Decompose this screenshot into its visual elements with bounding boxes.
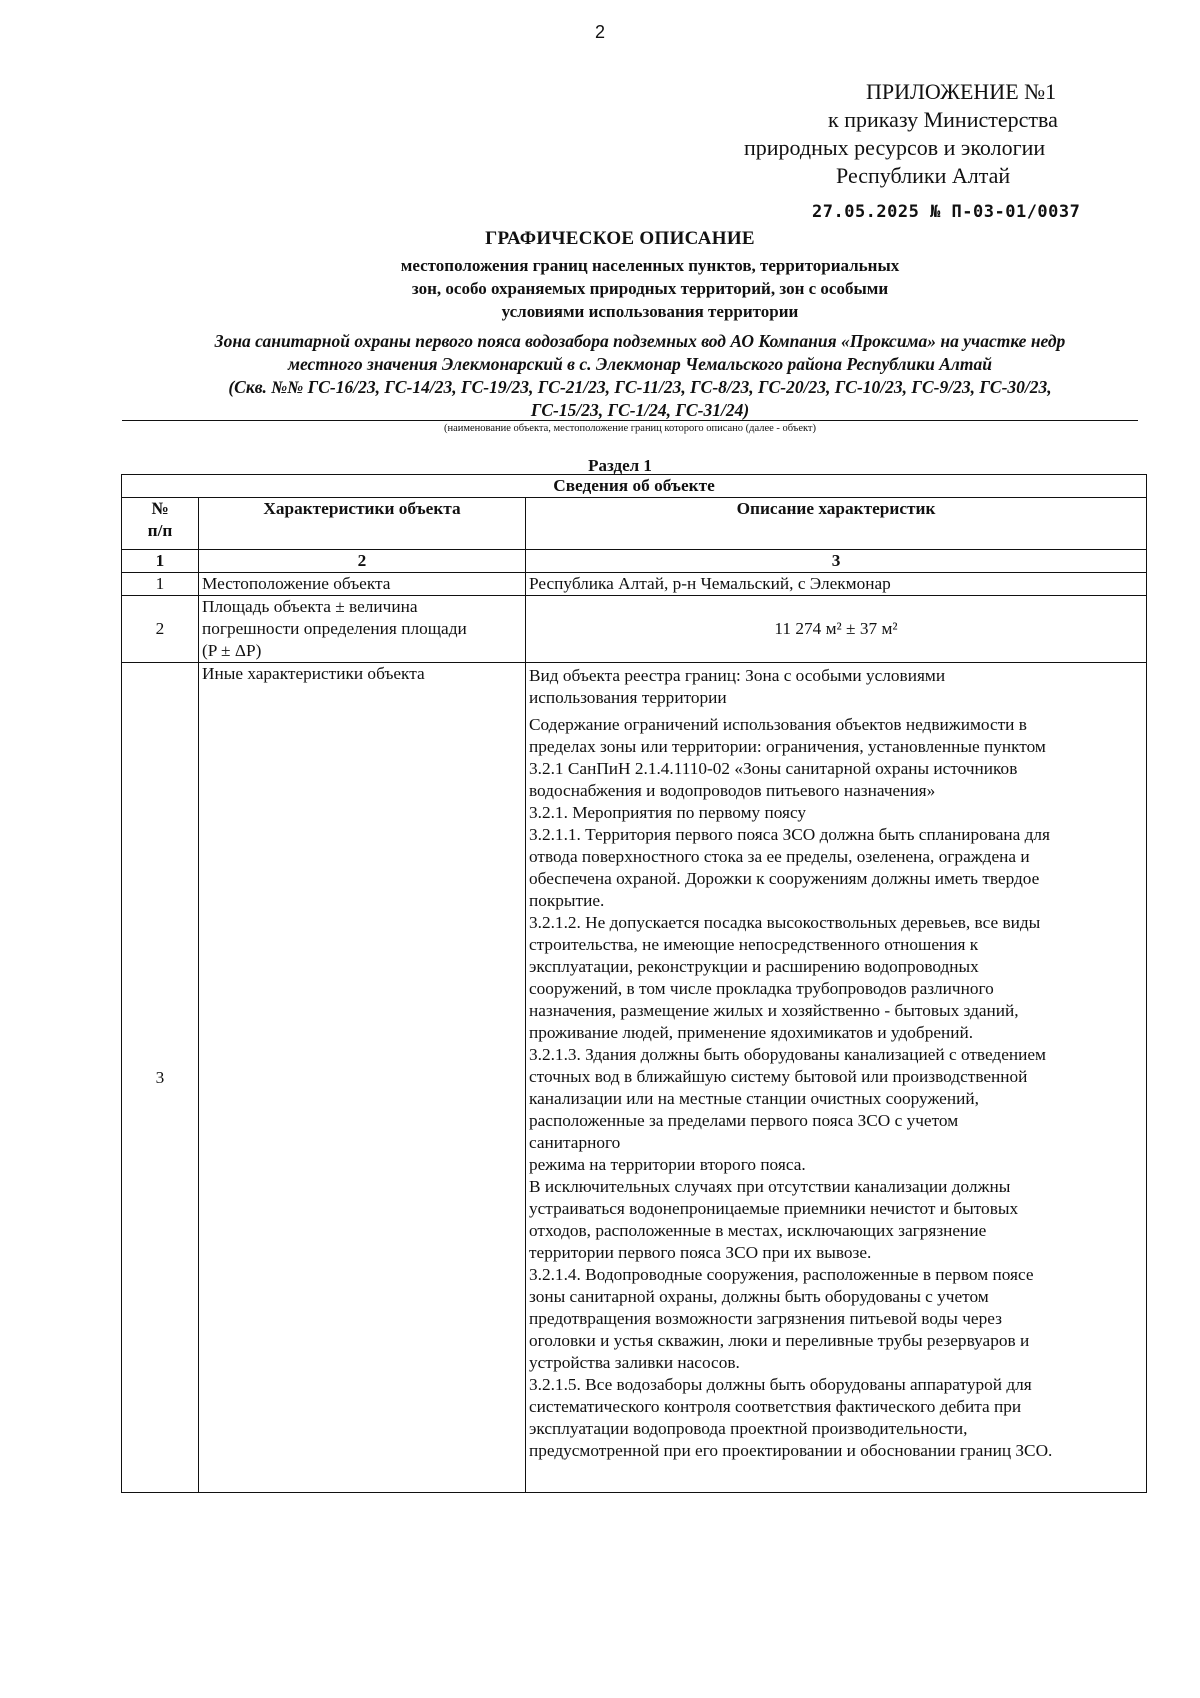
table-row bbox=[122, 573, 1147, 596]
section-label: Раздел 1 bbox=[588, 456, 652, 475]
object-kind-line: использования территории bbox=[529, 688, 727, 707]
restriction-line: устройства заливки насосов. bbox=[529, 1353, 740, 1372]
restriction-line: 3.2.1.3. Здания должны быть оборудованы канализацией с отведением bbox=[529, 1045, 1046, 1064]
row-description: 11 274 м² ± 37 м² bbox=[526, 596, 1147, 663]
subtitle-line: зон, особо охраняемых природных территорий, зон с особыми bbox=[411, 279, 889, 298]
row-num: 1 bbox=[122, 573, 199, 596]
restrictions-text bbox=[529, 714, 1143, 1462]
restriction-line: систематического контроля соответствия фактического дебита при bbox=[529, 1397, 1022, 1416]
restriction-line: санитарного bbox=[529, 1133, 621, 1152]
object-name-line: (Скв. №№ ГС-16/23, ГС-14/23, ГС-19/23, ГС-21/23, ГС-11/23, ГС-8/23, ГС-20/23, ГС-10/23, ГС-9/23, ГС-30/23, bbox=[228, 377, 1052, 397]
object-name-caption: (наименование объекта, местоположение границ которого описано (далее - объект) bbox=[443, 423, 817, 434]
restriction-line: 3.2.1.4. Водопроводные сооружения, расположенные в первом поясе bbox=[529, 1265, 1034, 1284]
restriction-line: водоснабжения и водопроводов питьевого назначения» bbox=[529, 781, 936, 800]
table-header-row bbox=[122, 498, 1147, 550]
table-title-row bbox=[122, 475, 1147, 498]
table-title: Сведения об объекте bbox=[122, 475, 1147, 498]
restriction-line: строительства, не имеющие непосредственного отношения к bbox=[529, 935, 979, 954]
characteristic-line: (P ± ΔP) bbox=[202, 641, 262, 660]
restriction-line: расположенные за пределами первого пояса ЗСО с учетом bbox=[529, 1111, 959, 1130]
restriction-line: режима на территории второго пояса. bbox=[529, 1155, 806, 1174]
restriction-line: предусмотренной при его проектировании и обосновании границ ЗСО. bbox=[529, 1441, 1053, 1460]
document-subtitle bbox=[250, 254, 1050, 323]
row-description bbox=[526, 663, 1147, 1493]
restriction-line: предотвращения возможности загрязнения питьевой воды через bbox=[529, 1309, 1002, 1328]
restriction-line: сооружений, в том числе прокладка трубопроводов различного bbox=[529, 979, 994, 998]
restriction-line: эксплуатации, реконструкции и расширению водопроводных bbox=[529, 957, 979, 976]
subtitle-line: местоположения границ населенных пунктов, территориальных bbox=[400, 256, 900, 275]
restriction-line: отходов, расположенные в местах, исключающих загрязнение bbox=[529, 1221, 987, 1240]
row-description: Республика Алтай, р-н Чемальский, с Элекмонар bbox=[526, 573, 1147, 596]
restriction-line: В исключительных случаях при отсутствии канализации должны bbox=[529, 1177, 1011, 1196]
appendix-line-3: Республики Алтай bbox=[836, 163, 1011, 188]
object-name bbox=[120, 330, 1160, 422]
restriction-line: Содержание ограничений использования объектов недвижимости в bbox=[529, 715, 1027, 734]
restriction-line: 3.2.1.1. Территория первого пояса ЗСО должна быть спланирована для bbox=[529, 825, 1050, 844]
header-num-line-2: п/п bbox=[147, 521, 173, 540]
appendix-block bbox=[744, 78, 1160, 190]
restriction-line: обеспечена охраной. Дорожки к сооружениям должны иметь твердое bbox=[529, 869, 1040, 888]
restriction-line: 3.2.1 СанПиН 2.1.4.1110-02 «Зоны санитарной охраны источников bbox=[529, 759, 1018, 778]
restriction-line: покрытие. bbox=[529, 891, 605, 910]
restriction-line: оголовки и устья скважин, люки и переливные трубы резервуаров и bbox=[529, 1331, 1030, 1350]
appendix-title: ПРИЛОЖЕНИЕ №1 bbox=[866, 79, 1057, 104]
restriction-line: устраиваться водонепроницаемые приемники нечистот и бытовых bbox=[529, 1199, 1019, 1218]
restriction-line: пределах зоны или территории: ограничения, установленные пунктом bbox=[529, 737, 1046, 756]
restriction-line: проживание людей, применение ядохимикатов и удобрений. bbox=[529, 1023, 974, 1042]
object-name-line: Зона санитарной охраны первого пояса водозабора подземных вод АО Компания «Проксима» на участке недр bbox=[214, 331, 1066, 351]
object-kind-text bbox=[529, 665, 1143, 709]
page-number: 2 bbox=[594, 22, 605, 42]
restriction-line: канализации или на местные станции очистных сооружений, bbox=[529, 1089, 979, 1108]
object-name-line: ГС-15/23, ГС-1/24, ГС-31/24) bbox=[530, 400, 750, 420]
row-characteristic: Иные характеристики объекта bbox=[199, 663, 526, 1493]
restriction-line: 3.2.1. Мероприятия по первому поясу bbox=[529, 803, 807, 822]
object-name-line: местного значения Элекмонарский в с. Элекмонар Чемальского района Республики Алтай bbox=[288, 354, 992, 374]
characteristic-line: Площадь объекта ± величина bbox=[202, 597, 418, 616]
restriction-line: 3.2.1.2. Не допускается посадка высокоствольных деревьев, все виды bbox=[529, 913, 1041, 932]
column-number: 2 bbox=[199, 550, 526, 573]
order-stamp: 27.05.2025 № П-03-01/0037 bbox=[812, 202, 1081, 222]
characteristic-line: погрешности определения площади bbox=[202, 619, 467, 638]
object-info-table bbox=[121, 474, 1147, 1493]
column-number: 3 bbox=[526, 550, 1147, 573]
row-num: 2 bbox=[122, 596, 199, 663]
column-number: 1 bbox=[122, 550, 199, 573]
row-characteristic: Местоположение объекта bbox=[199, 573, 526, 596]
restriction-line: назначения, размещение жилых и хозяйственно - бытовых зданий, bbox=[529, 1001, 1019, 1020]
subtitle-line: условиями использования территории bbox=[501, 302, 799, 321]
restriction-line: сточных вод в ближайшую систему бытовой или производственной bbox=[529, 1067, 1028, 1086]
document-title: ГРАФИЧЕСКОЕ ОПИСАНИЕ bbox=[485, 228, 755, 249]
restriction-line: 3.2.1.5. Все водозаборы должны быть оборудованы аппаратурой для bbox=[529, 1375, 1032, 1394]
row-num: 3 bbox=[122, 663, 199, 1493]
table-row bbox=[122, 596, 1147, 663]
appendix-line-2: природных ресурсов и экологии bbox=[744, 135, 1046, 160]
restriction-line: отвода поверхностного стока за ее пределы, озеленена, ограждена и bbox=[529, 847, 1030, 866]
restriction-line: эксплуатации водопровода проектной производительности, bbox=[529, 1419, 968, 1438]
header-description: Описание характеристик bbox=[526, 498, 1147, 550]
appendix-line-1: к приказу Министерства bbox=[828, 107, 1058, 132]
restriction-line: территории первого пояса ЗСО при их вывозе. bbox=[529, 1243, 872, 1262]
table-row bbox=[122, 663, 1147, 1493]
restriction-line: зоны санитарной охраны, должны быть оборудованы с учетом bbox=[529, 1287, 989, 1306]
column-number-row bbox=[122, 550, 1147, 573]
object-kind-line: Вид объекта реестра границ: Зона с особыми условиями bbox=[529, 666, 946, 685]
row-characteristic bbox=[199, 596, 526, 663]
header-num-line-1: № bbox=[151, 499, 169, 518]
object-name-underline bbox=[122, 420, 1138, 421]
header-num bbox=[122, 498, 199, 550]
header-characteristic: Характеристики объекта bbox=[199, 498, 526, 550]
